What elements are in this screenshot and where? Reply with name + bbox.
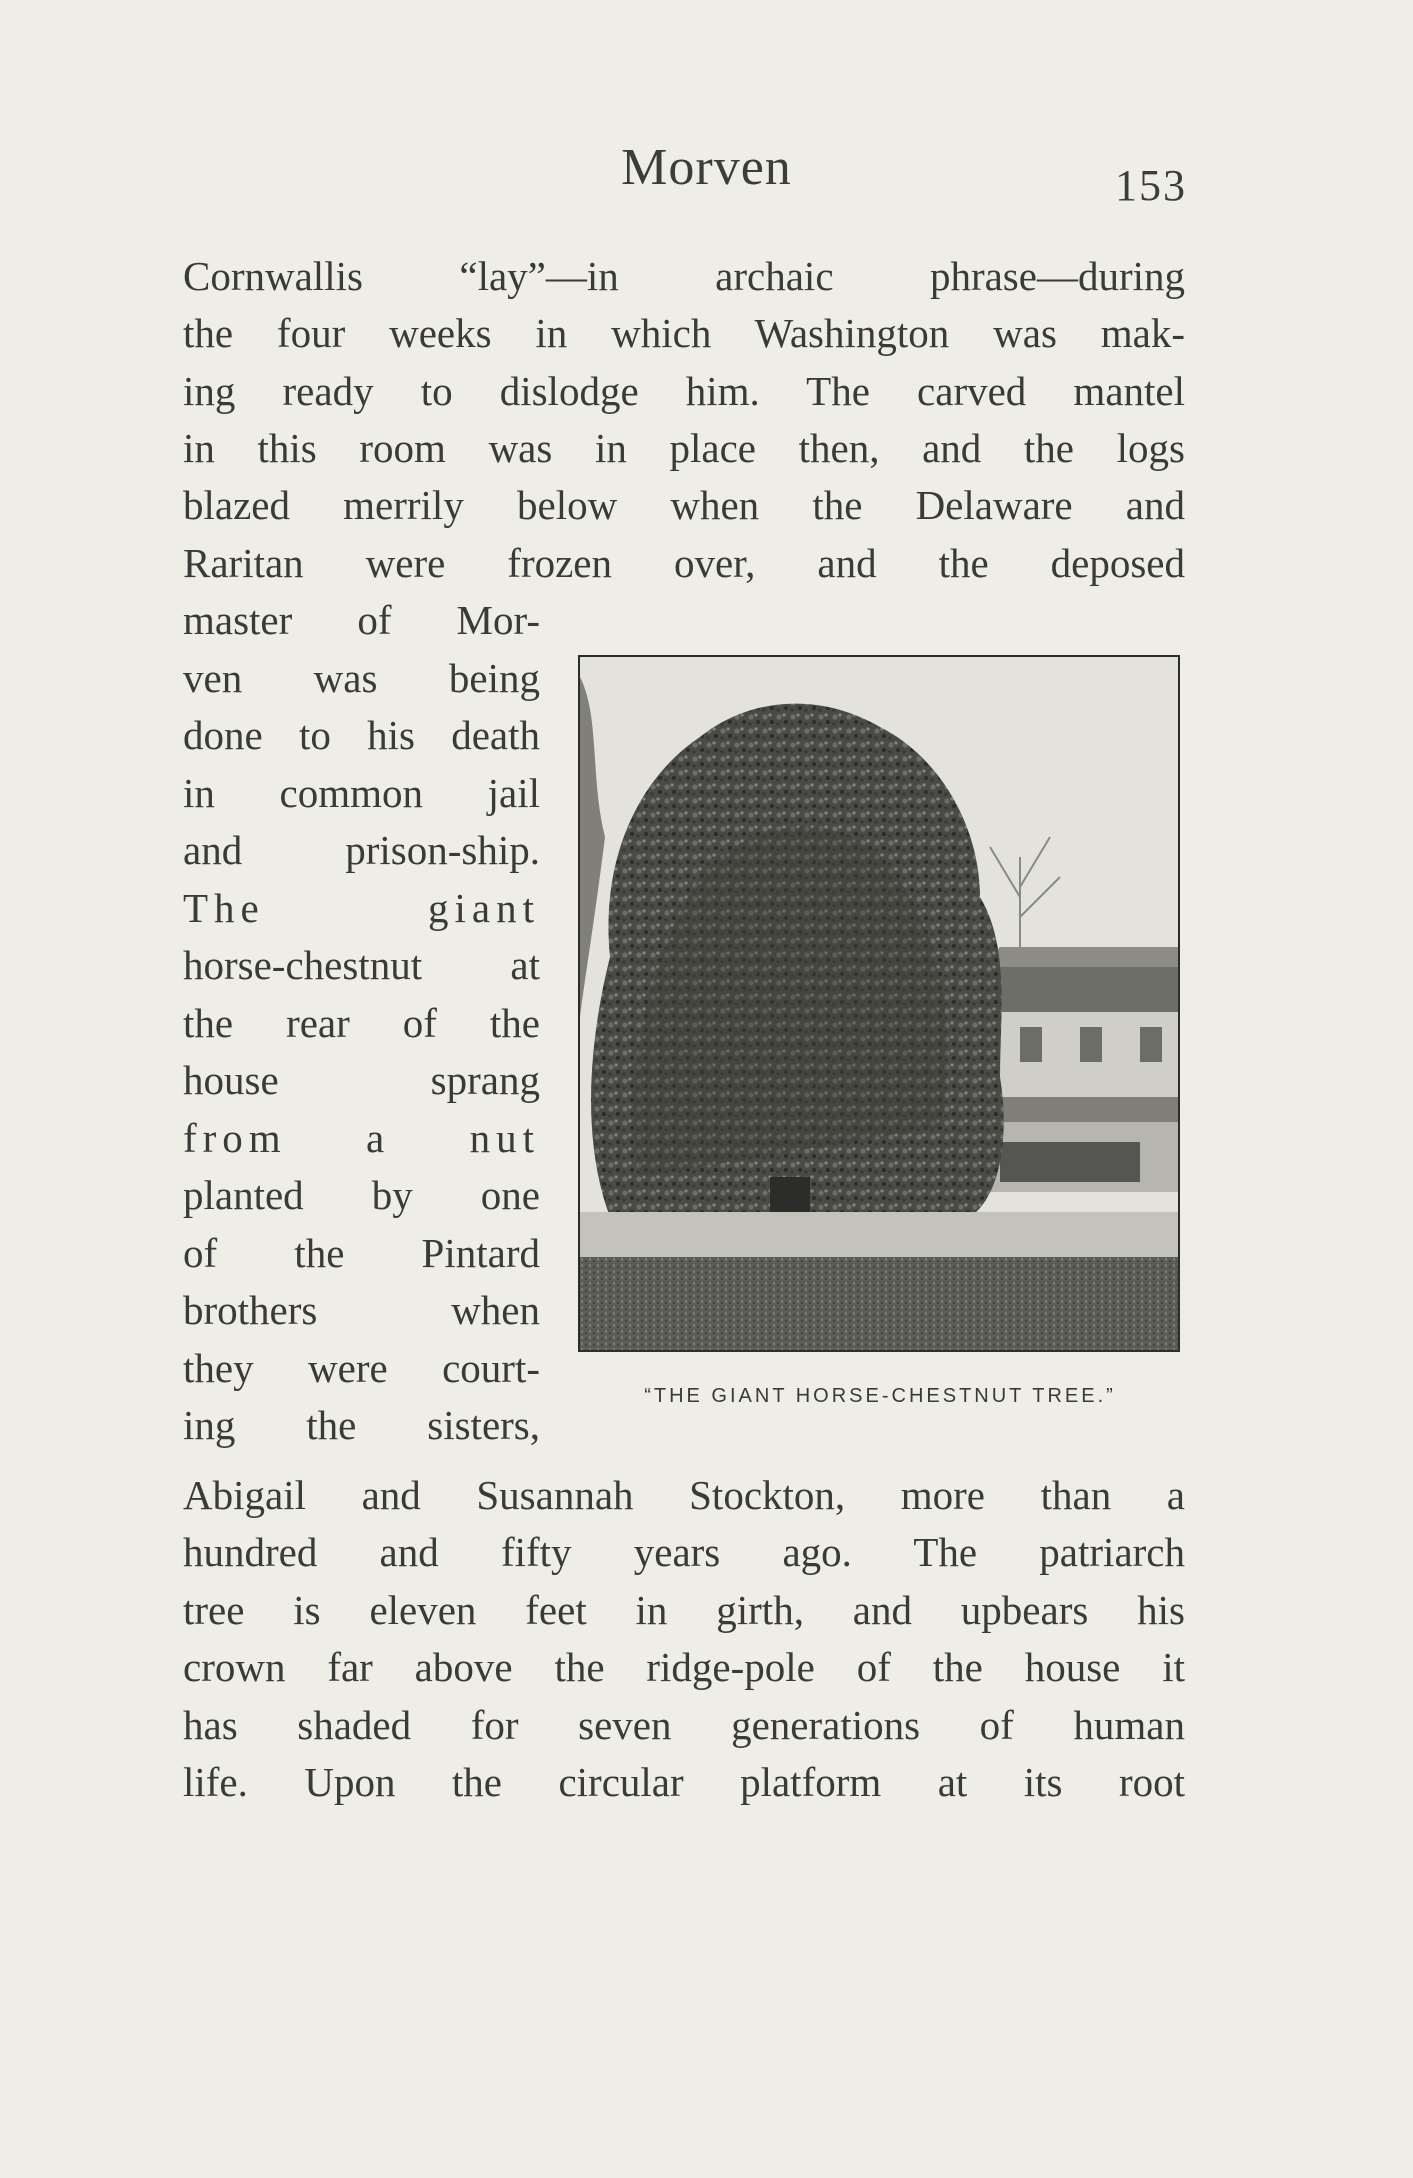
text-line: planted by one (183, 1172, 540, 1218)
text-line: they were court- (183, 1345, 540, 1391)
figure-caption: “THE GIANT HORSE-CHESTNUT TREE.” (644, 1385, 1116, 1407)
tree-photograph (578, 655, 1180, 1352)
text-line: hundred and fifty years ago. The patriarch (183, 1529, 1185, 1575)
text-line: the rear of the (183, 1000, 540, 1046)
text-line: tree is eleven feet in girth, and upbears his (183, 1587, 1185, 1633)
running-head-title: Morven (621, 139, 792, 196)
text-line: ing ready to dislodge him. The carved mantel (183, 368, 1185, 414)
text-line: done to his death (183, 712, 540, 758)
text-line: Raritan were frozen over, and the deposed (183, 540, 1185, 586)
text-line: The giant (183, 885, 540, 931)
text-line: Abigail and Susannah Stockton, more than a (183, 1472, 1185, 1518)
text-line: brothers when (183, 1287, 540, 1333)
text-line: in this room was in place then, and the logs (183, 425, 1185, 471)
text-line: from a nut (183, 1115, 540, 1161)
text-line: and prison-ship. (183, 827, 540, 873)
text-line: the four weeks in which Washington was mak- (183, 310, 1185, 356)
tree-illustration (580, 657, 1178, 1350)
text-line: Cornwallis “lay”—in archaic phrase—during (183, 253, 1185, 299)
text-line: has shaded for seven generations of human (183, 1702, 1185, 1748)
text-line: ing the sisters, (183, 1402, 540, 1448)
page-number: 153 (1115, 161, 1187, 210)
text-line: horse-chestnut at (183, 942, 540, 988)
text-line: of the Pintard (183, 1230, 540, 1276)
text-line: crown far above the ridge-pole of the house it (183, 1644, 1185, 1690)
text-line: ven was being (183, 655, 540, 701)
text-line: life. Upon the circular platform at its root (183, 1759, 1185, 1805)
text-line: master of Mor- (183, 597, 540, 643)
text-line: in common jail (183, 770, 540, 816)
text-line: house sprang (183, 1057, 540, 1103)
text-line: blazed merrily below when the Delaware and (183, 482, 1185, 528)
